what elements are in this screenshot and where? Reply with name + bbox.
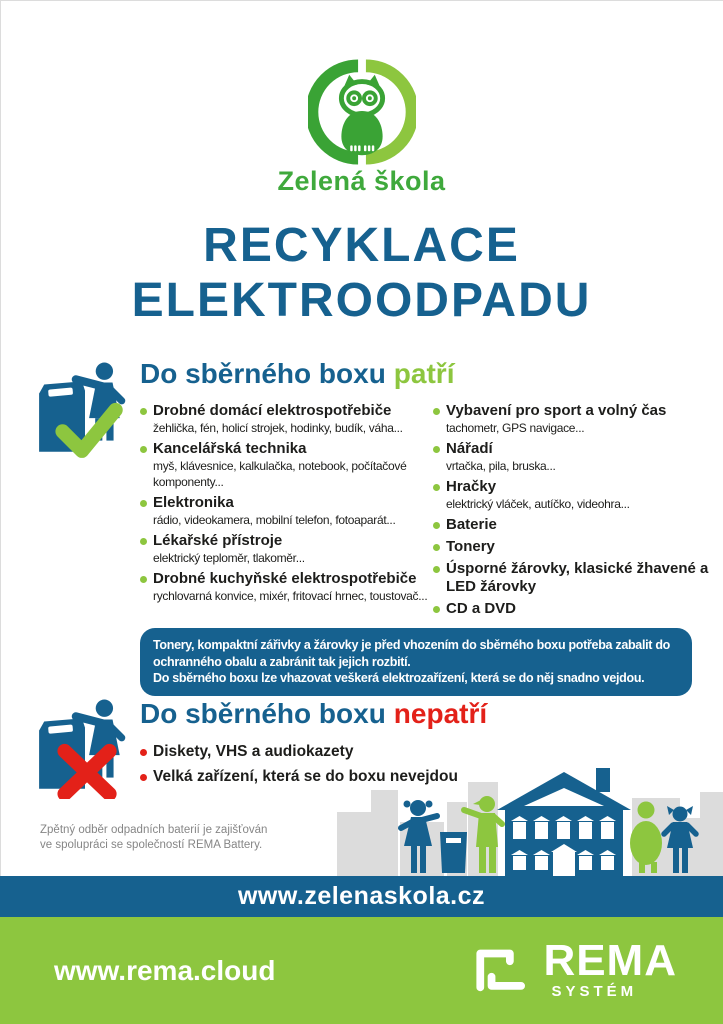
item-detail: rychlovarná konvice, mixér, fritovací hrnec, toustovač... (153, 589, 428, 603)
poster-title-line1: RECYKLACE (203, 219, 520, 272)
item-title: Vybavení pro sport a volný čas (446, 402, 667, 419)
school-house-children-skyline (0, 764, 723, 876)
item-title: CD a DVD (446, 600, 517, 617)
allowed-items-right-column (433, 402, 716, 622)
item-title: Drobné domácí elektrospotřebiče (153, 402, 392, 419)
item-detail: tachometr, GPS navigace... (446, 421, 585, 435)
item-title: Elektronika (153, 494, 234, 511)
item-detail: rádio, videokamera, mobilní telefon, fotoaparát... (153, 513, 396, 527)
list-item (433, 440, 716, 474)
notice-line2: Do sběrného boxu lze vhazovat veškerá elektrozařízení, která se do něj snadno vejdou. (153, 671, 645, 685)
allowed-heading-highlight: patří (393, 358, 455, 389)
item-title: Velká zařízení, která se do boxu nevejdou (153, 768, 458, 785)
rema-brackets-icon (469, 941, 531, 997)
allowed-section-heading (140, 358, 454, 390)
item-title: Drobné kuchyňské elektrospotřebiče (153, 570, 417, 587)
bullet-dot-icon (433, 408, 440, 415)
rema-logo (469, 936, 677, 1000)
item-title: Hračky (446, 478, 497, 495)
bullet-dot-icon (433, 446, 440, 453)
rema-footer-bar (0, 917, 723, 1024)
poster-title (0, 218, 723, 328)
item-title: Diskety, VHS a audiokazety (153, 743, 354, 760)
bullet-dot-icon (140, 576, 147, 583)
rema-brand-name: REMA (543, 936, 677, 985)
bullet-dot-icon (140, 408, 147, 415)
bullet-dot-icon (140, 749, 147, 756)
allowed-items-left-column (140, 402, 433, 622)
brand-name: Zelená škola (277, 166, 446, 196)
person-box-check-icon (34, 360, 136, 462)
list-item (140, 743, 660, 761)
zelenaskola-url: www.zelenaskola.cz (237, 882, 486, 910)
list-item (433, 538, 716, 556)
item-title: Nářadí (446, 440, 493, 457)
bullet-dot-icon (433, 566, 440, 573)
bullet-dot-icon (433, 544, 440, 551)
zelenaskola-url-bar (0, 876, 723, 917)
owl-in-split-circle-icon (308, 58, 416, 166)
rema-brand-subtitle: SYSTÉM (551, 983, 638, 1000)
item-detail: elektrický teploměr, tlakoměr... (153, 551, 305, 565)
poster-title-line2: ELEKTROODPADU (131, 274, 592, 327)
list-item (433, 478, 716, 512)
rema-url: www.rema.cloud (54, 954, 276, 986)
list-item (140, 494, 433, 528)
item-title: Úsporné žárovky, klasické žhavené a LED žárovky (446, 560, 709, 595)
allowed-items-columns (140, 402, 716, 622)
notice-line1: Tonery, kompaktní zářivky a žárovky je před vhozením do sběrného boxu potřeba zabalit do ochranného obalu a zabránit tak jejich rozbití. (153, 638, 671, 669)
item-title: Baterie (446, 516, 497, 533)
item-title: Lékařské přístroje (153, 532, 283, 549)
not-allowed-section-heading (140, 698, 487, 730)
item-title: Kancelářská technika (153, 440, 307, 457)
list-item (433, 516, 716, 534)
list-item (433, 600, 716, 618)
battery-footnote-line1: Zpětný odběr odpadních baterií je zajišťován (40, 824, 268, 836)
item-detail: žehlička, fén, holicí strojek, hodinky, budík, váha... (153, 421, 403, 435)
bullet-dot-icon (140, 446, 147, 453)
list-item (140, 570, 433, 604)
list-item (140, 532, 433, 566)
list-item (140, 440, 433, 490)
item-detail: elektrický vláček, autíčko, videohra... (446, 497, 630, 511)
notice-box (140, 628, 692, 696)
bullet-dot-icon (433, 606, 440, 613)
bullet-dot-icon (140, 538, 147, 545)
list-item (433, 402, 716, 436)
bullet-dot-icon (140, 500, 147, 507)
item-title: Tonery (446, 538, 495, 555)
list-item (433, 560, 716, 596)
bullet-dot-icon (433, 522, 440, 529)
allowed-heading-prefix: Do sběrného boxu (140, 358, 386, 389)
list-item (140, 402, 433, 436)
not-allowed-heading-prefix: Do sběrného boxu (140, 698, 386, 729)
not-allowed-heading-highlight: nepatří (393, 698, 488, 729)
battery-footnote-line2: ve spolupráci se společností REMA Battery. (40, 839, 263, 851)
collection-box (440, 832, 467, 873)
bullet-dot-icon (433, 484, 440, 491)
item-detail: vrtačka, pila, bruska... (446, 459, 556, 473)
item-detail: myš, klávesnice, kalkulačka, notebook, počítačové komponenty... (153, 459, 407, 489)
logo (0, 58, 723, 171)
